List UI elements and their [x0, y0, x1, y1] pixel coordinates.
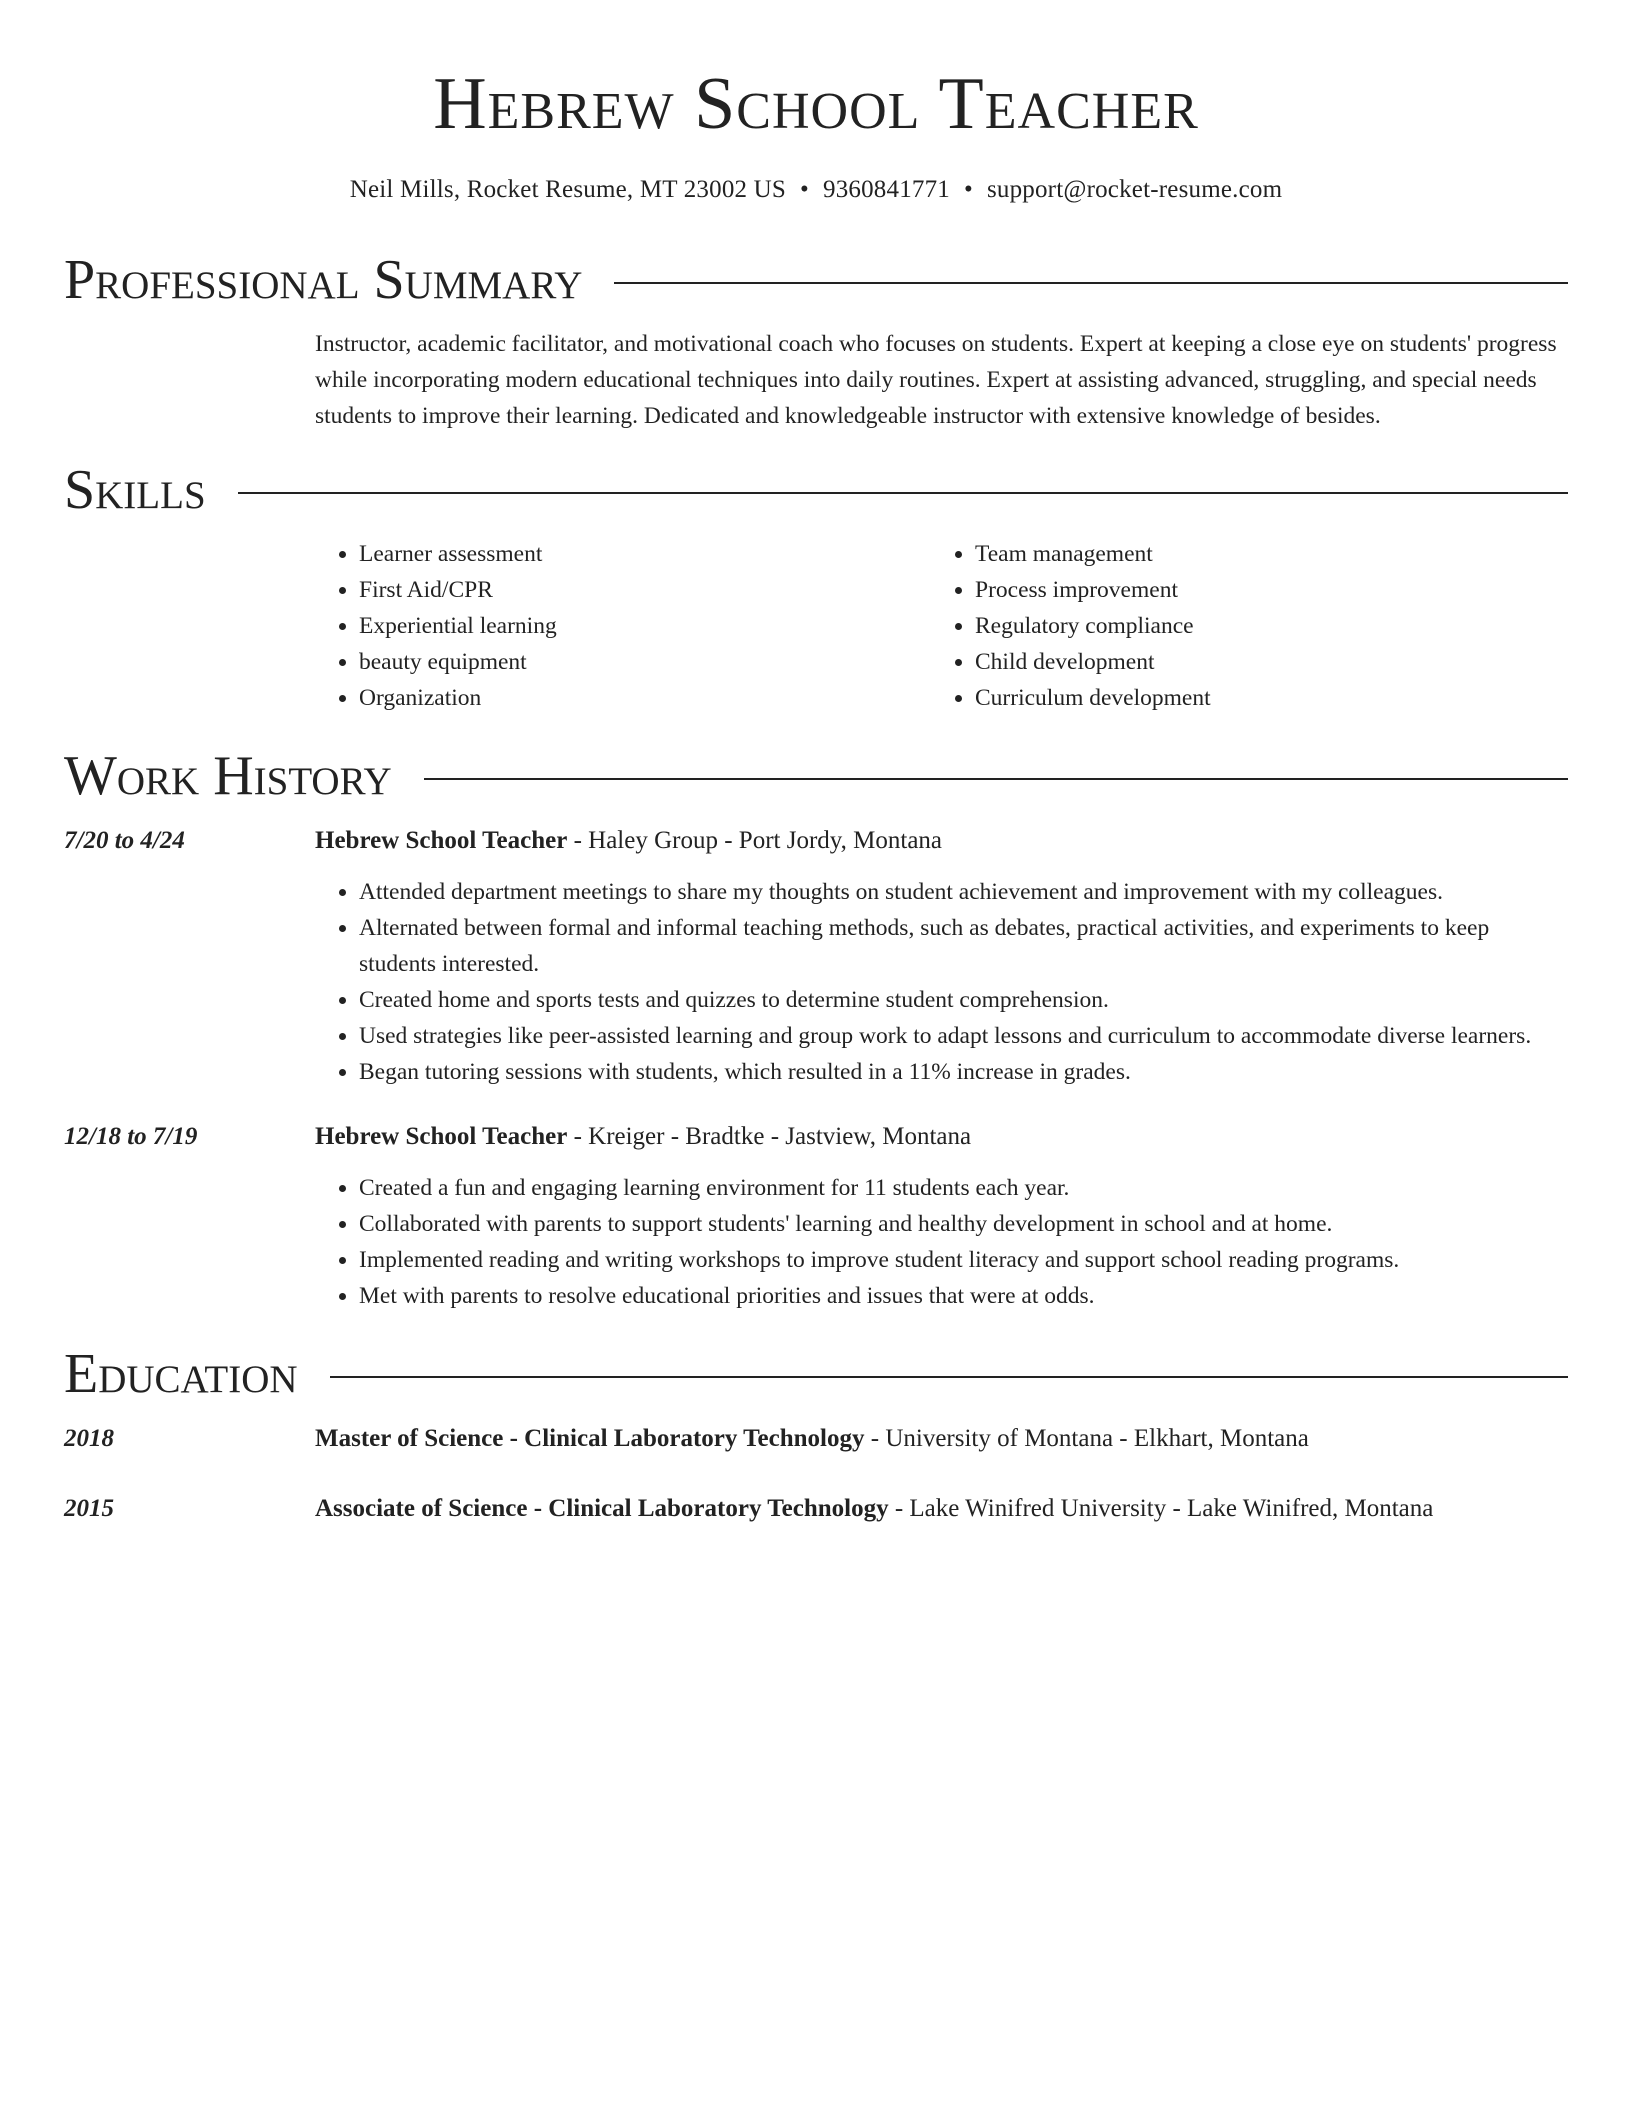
job-employer: - Haley Group - Port Jordy, Montana	[567, 827, 943, 854]
skill-item: • Child development	[975, 644, 1547, 680]
skill-item: • Experiential learning	[359, 608, 931, 644]
education-year: 2018	[64, 1425, 114, 1452]
work-section-header	[64, 744, 1568, 808]
contact-address: Neil Mills, Rocket Resume, MT 23002 US	[349, 176, 787, 203]
job-bullets	[315, 874, 1568, 1090]
contact-phone: 9360841771	[823, 176, 950, 203]
skill-item: • Curriculum development	[975, 680, 1547, 716]
job-bullets	[315, 1170, 1568, 1314]
education-degree: Associate of Science - Clinical Laboratory Technology	[315, 1495, 889, 1522]
job-bullet: • Collaborated with parents to support students' learning and healthy development in school and at home.	[359, 1206, 1568, 1242]
job-bullet: • Implemented reading and writing workshops to improve student literacy and support school reading programs.	[359, 1242, 1568, 1278]
skills-column-right	[931, 536, 1547, 716]
education-heading: Education	[64, 1343, 298, 1405]
skills-list	[315, 536, 1568, 716]
skills-heading: Skills	[64, 459, 206, 521]
skill-item: • First Aid/CPR	[359, 572, 931, 608]
job-detail	[315, 822, 1568, 1090]
job-role: Hebrew School Teacher	[315, 1123, 568, 1150]
education-institution: - Lake Winifred University - Lake Winifred, Montana	[888, 1495, 1434, 1522]
education-degree: Master of Science - Clinical Laboratory Technology	[315, 1425, 865, 1452]
job-entry	[64, 1118, 1568, 1314]
job-role: Hebrew School Teacher	[315, 827, 568, 854]
job-heading	[315, 1118, 1568, 1156]
skill-item: • beauty equipment	[359, 644, 931, 680]
section-divider	[238, 492, 1568, 494]
education-section-header	[64, 1342, 1568, 1406]
job-dates: 12/18 to 7/19	[64, 1123, 198, 1150]
job-bullet: • Began tutoring sessions with students, which resulted in a 11% increase in grades.	[359, 1054, 1568, 1090]
job-bullet: • Used strategies like peer-assisted learning and group work to adapt lessons and curriculum to accommodate diverse learners.	[359, 1018, 1568, 1054]
job-employer: - Kreiger - Bradtke - Jastview, Montana	[567, 1123, 972, 1150]
education-heading-line	[315, 1490, 1433, 1528]
job-entry	[64, 822, 1568, 1090]
job-bullet: • Met with parents to resolve educational priorities and issues that were at odds.	[359, 1278, 1568, 1314]
education-heading-line	[315, 1420, 1309, 1458]
resume-page	[64, 0, 1568, 1528]
education-entry	[64, 1420, 1568, 1458]
contact-email: support@rocket-resume.com	[986, 176, 1283, 203]
summary-text: Instructor, academic facilitator, and motivational coach who focuses on students. Expert at keeping a close eye on students' progress while incorporating modern educational techniques into daily routines. Expert at assisting advanced, struggling, and special needs students to improve their learning. Dedicated and knowledgeable instructor with extensive knowledge of besides.	[315, 331, 1557, 429]
contact-separator: •	[800, 176, 809, 203]
skill-item: • Learner assessment	[359, 536, 931, 572]
summary-section-header	[64, 248, 1568, 312]
work-heading: Work History	[64, 745, 392, 807]
job-bullet: • Attended department meetings to share my thoughts on student achievement and improvement with my colleagues.	[359, 874, 1568, 910]
job-bullet: • Alternated between formal and informal teaching methods, such as debates, practical activities, and experiments to keep students interested.	[359, 910, 1568, 982]
job-heading	[315, 822, 1568, 860]
skill-item: • Regulatory compliance	[975, 608, 1547, 644]
job-detail	[315, 1118, 1568, 1314]
education-institution: - University of Montana - Elkhart, Montana	[864, 1425, 1309, 1452]
section-divider	[424, 778, 1568, 780]
skill-item: • Team management	[975, 536, 1547, 572]
skills-section-header	[64, 458, 1568, 522]
job-dates: 7/20 to 4/24	[64, 827, 185, 854]
section-divider	[330, 1376, 1568, 1378]
section-divider	[614, 282, 1568, 284]
job-bullet: • Created home and sports tests and quizzes to determine student comprehension.	[359, 982, 1568, 1018]
job-bullet: • Created a fun and engaging learning environment for 11 students each year.	[359, 1170, 1568, 1206]
resume-title: Hebrew School Teacher	[433, 63, 1199, 145]
contact-separator: •	[964, 176, 973, 203]
contact-line	[64, 174, 1568, 206]
education-entry	[64, 1490, 1568, 1528]
skills-column-left	[315, 536, 931, 716]
education-year: 2015	[64, 1495, 114, 1522]
summary-heading: Professional Summary	[64, 249, 583, 311]
skill-item: • Organization	[359, 680, 931, 716]
skill-item: • Process improvement	[975, 572, 1547, 608]
